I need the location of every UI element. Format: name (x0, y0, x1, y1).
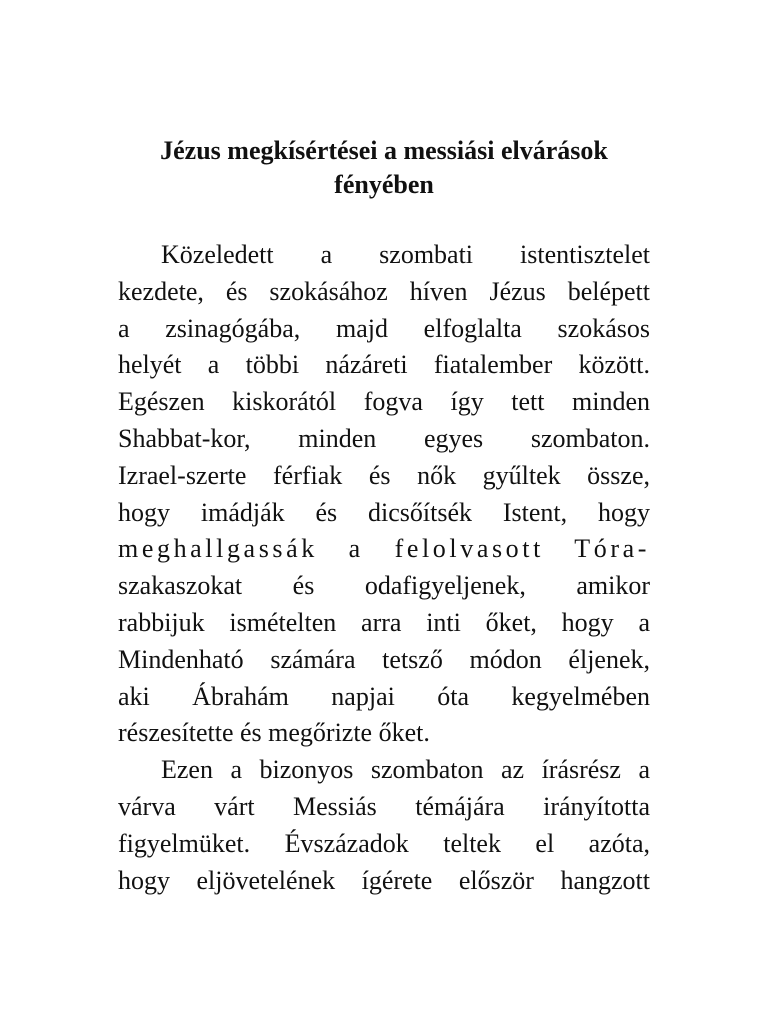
title-line-1: Jézus megkísértései a messiási elvárások (160, 136, 608, 165)
paragraph-2 (118, 752, 650, 899)
text-line: figyelmüket. Évszázadok teltek el azóta, (118, 828, 650, 858)
text-line: szakaszokat és odafigyeljenek, amikor (118, 571, 650, 601)
title-line-2: fényében (334, 170, 434, 199)
text-line: meghallgassák a felolvasott Tóra- (118, 534, 650, 564)
paragraph-1 (118, 237, 650, 752)
text-line: Shabbat-kor, minden egyes szombaton. (118, 423, 650, 453)
text-line: Egészen kiskorától fogva így tett minden (118, 387, 650, 417)
text-line: hogy imádják és dicsőítsék Istent, hogy (118, 497, 650, 527)
text-line: Ezen a bizonyos szombaton az írásrész a (161, 755, 650, 785)
text-line: rabbijuk ismételten arra inti őket, hogy a (118, 607, 650, 637)
text-line: Izrael-szerte férfiak és nők gyűltek össze, (118, 460, 650, 490)
text-line: hogy eljövetelének ígérete először hangzott (118, 865, 650, 895)
text-line: Mindenható számára tetsző módon éljenek, (118, 644, 650, 674)
text-line: a zsinagógába, majd elfoglalta szokásos (118, 313, 650, 343)
page-title (118, 134, 650, 202)
text-line: kezdete, és szokásához híven Jézus belépett (118, 276, 650, 306)
text-line: aki Ábrahám napjai óta kegyelmében (118, 681, 650, 711)
text-line: részesítette és megőrizte őket. (118, 718, 430, 748)
text-line: várva várt Messiás témájára irányította (118, 791, 650, 821)
text-line: Közeledett a szombati istentisztelet (161, 240, 650, 269)
document-page (118, 134, 650, 899)
text-line: helyét a többi názáreti fiatalember között. (118, 350, 650, 380)
body-text (118, 237, 650, 899)
